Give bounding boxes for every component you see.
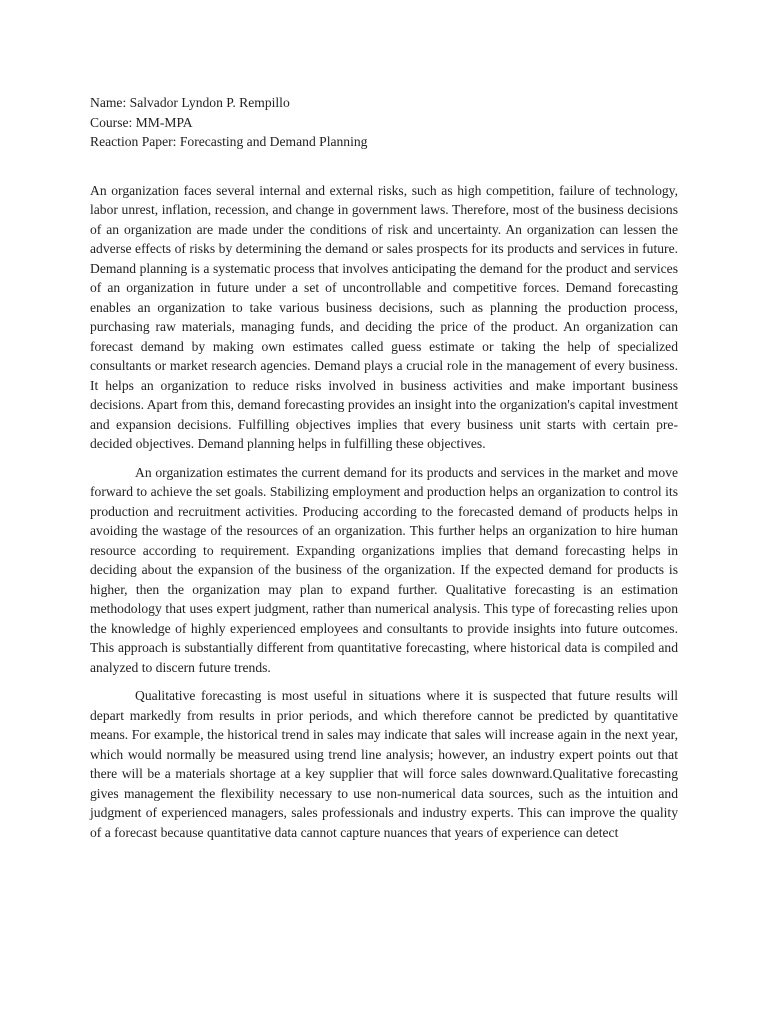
course-label: Course: MM-MPA [90, 114, 193, 130]
paragraph-3: Qualitative forecasting is most useful in situations where it is suspected that future results will depart markedly from results in prior periods, and which therefore cannot be predicted by quantitative means. For example, the historical trend in sales may indicate that sales will increase again in the next year, which would normally be measured using trend line analysis; however, an industry expert points out that there will be a materials shortage at a key supplier that will force sales downward.Qualitative forecasting gives management the flexibility necessary to use non-numerical data sources, such as the intuition and judgment of experienced managers, sales professionals and industry experts. This can improve the quality of a forecast because quantitative data cannot capture nuances that years of experience can detect [90, 688, 678, 840]
paragraph-1: An organization faces several internal and external risks, such as high competition, failure of technology, labor unrest, inflation, recession, and change in government laws. Therefore, most of the business decisions of an organization are made under the conditions of risk and uncertainty. An organization can lessen the adverse effects of risks by determining the demand or sales prospects for its products and services in future. Demand planning is a systematic process that involves anticipating the demand for the product and services of an organization in future under a set of uncontrollable and competitive forces. Demand forecasting enables an organization to take various business decisions, such as planning the production process, purchasing raw materials, managing funds, and deciding the price of the product. An organization can forecast demand by making own estimates called guess estimate or taking the help of specialized consultants or market research agencies. Demand plays a crucial role in the management of every business. It helps an organization to reduce risks involved in business activities and make important business decisions. Apart from this, demand forecasting provides an insight into the organization's capital investment and expansion decisions. Fulfilling objectives implies that every business unit starts with certain pre-decided objectives. Demand planning helps in fulfilling these objectives. [90, 182, 678, 451]
document-page [90, 93, 678, 851]
author-name: Name: Salvador Lyndon P. Rempillo [90, 95, 290, 110]
document-body [90, 181, 678, 843]
document-header [90, 93, 678, 152]
paragraph-2: An organization estimates the current demand for its products and services in the market and move forward to achieve the set goals. Stabilizing employment and production helps an organization to control its production and recruitment activities. Producing according to the forecasted demand of products helps in avoiding the wastage of the resources of an organization. This further helps an organization to hire human resource according to requirement. Expanding organizations implies that demand forecasting helps in deciding about the expansion of the business of the organization. If the expected demand for products is higher, then the organization may plan to expand further. Qualitative forecasting is an estimation methodology that uses expert judgment, rather than numerical analysis. This type of forecasting relies upon the knowledge of highly experienced employees and consultants to provide insights into future outcomes. This approach is substantially different from quantitative forecasting, where historical data is compiled and analyzed to discern future trends. [90, 464, 678, 675]
paper-title: Reaction Paper: Forecasting and Demand Planning [90, 134, 368, 149]
